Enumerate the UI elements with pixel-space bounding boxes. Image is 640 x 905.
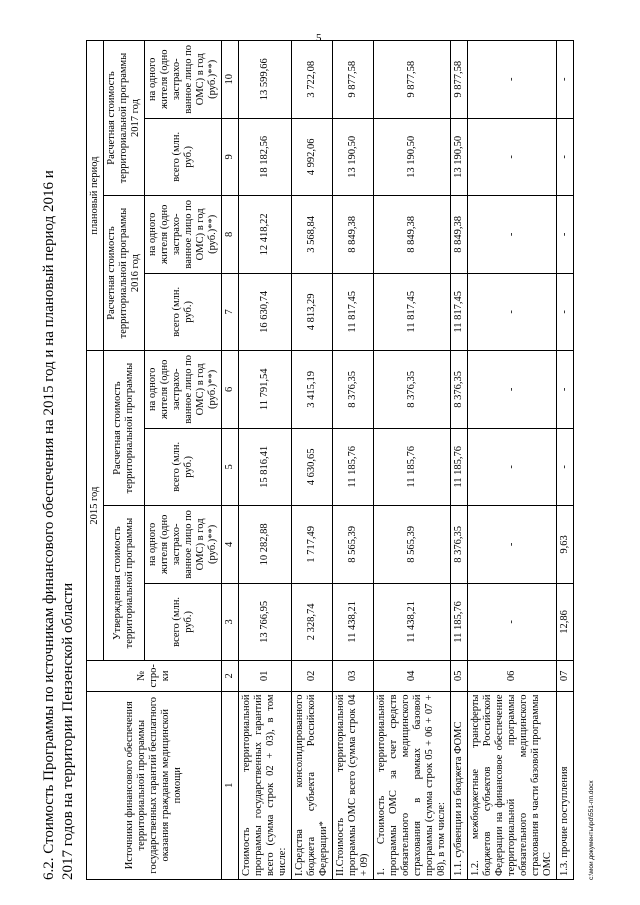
header-row-number: № стро-ки: [87, 661, 222, 691]
header-calc-cost-2016: Расчетная стоимость территориальной программы 2016 год: [104, 196, 145, 351]
table-row: [451, 41, 468, 880]
row-value: 3 722,08: [292, 41, 333, 119]
section-heading: [40, 40, 78, 880]
row-code: 06: [468, 661, 557, 691]
row-value: 8 565,39: [333, 506, 374, 584]
column-index: 1: [222, 691, 239, 879]
row-value: 8 376,35: [333, 351, 374, 429]
row-value: -: [557, 118, 574, 196]
page-number: 5: [316, 32, 322, 44]
table-row: [333, 41, 374, 880]
row-value: 11 817,45: [374, 273, 451, 351]
row-value: 13 766,95: [239, 583, 292, 661]
row-source-name: 1.2. межбюджетные трансферты бюджетов субъектов Российской Федерации на финансовое обеспечение территориальной программы обязательного медицинского страхования в части базовой программы ОМС: [468, 691, 557, 879]
row-value: -: [468, 196, 557, 274]
table-row: [468, 41, 557, 880]
header-per-resident: на одного жителя (одно застрахо-ванное лицо по ОМС) в год (руб.)**): [145, 41, 222, 119]
row-value: 13 599,66: [239, 41, 292, 119]
row-value: 18 182,56: [239, 118, 292, 196]
row-value: -: [468, 351, 557, 429]
row-value: 9,63: [557, 506, 574, 584]
row-value: -: [468, 583, 557, 661]
row-value: -: [557, 428, 574, 506]
row-value: 9 877,58: [374, 41, 451, 119]
row-value: 4 630,65: [292, 428, 333, 506]
row-value: 8 565,39: [374, 506, 451, 584]
table-row: [374, 41, 451, 880]
row-value: -: [557, 351, 574, 429]
row-value: 3 415,19: [292, 351, 333, 429]
heading-line-2: 2017 годов на территории Пензенской области: [60, 582, 76, 880]
row-value: 4 813,29: [292, 273, 333, 351]
row-value: -: [468, 273, 557, 351]
row-value: 8 849,38: [374, 196, 451, 274]
row-value: 11 185,76: [333, 428, 374, 506]
row-value: 16 630,74: [239, 273, 292, 351]
row-value: -: [468, 506, 557, 584]
header-per-resident: на одного жителя (одно застрахо-ванное лицо по ОМС) в год (руб.)**): [145, 506, 222, 584]
row-value: 8 849,38: [451, 196, 468, 274]
header-year-2015: 2015 год: [87, 351, 104, 661]
row-source-name: 1.1. субвенции из бюджета ФОМС: [451, 691, 468, 879]
column-index-row: [222, 41, 239, 880]
row-value: -: [557, 273, 574, 351]
rotated-page-content: [40, 40, 600, 880]
column-index: 4: [222, 506, 239, 584]
row-value: 11 817,45: [451, 273, 468, 351]
row-value: 9 877,58: [451, 41, 468, 119]
row-value: 12 418,22: [239, 196, 292, 274]
row-value: 4 992,06: [292, 118, 333, 196]
row-value: 9 877,58: [333, 41, 374, 119]
row-source-name: II.Стоимость территориальной программы ОМС всего (сумма строк 04 + 09): [333, 691, 374, 879]
row-value: 8 376,35: [374, 351, 451, 429]
row-value: 11 791,54: [239, 351, 292, 429]
column-index: 10: [222, 41, 239, 119]
row-source-name: I.Средства консолидированного бюджета субъекта Российской Федерации*: [292, 691, 333, 879]
column-index: 5: [222, 428, 239, 506]
row-value: 11 438,21: [333, 583, 374, 661]
header-per-resident: на одного жителя (одно застрахо-ванное лицо по ОМС) в год (руб.)**): [145, 196, 222, 274]
file-path-footer: c:\мои документы\pd\551-пп.docx: [588, 780, 595, 880]
row-value: 1 717,49: [292, 506, 333, 584]
row-value: 11 185,76: [451, 583, 468, 661]
row-value: 8 849,38: [333, 196, 374, 274]
row-value: -: [468, 41, 557, 119]
column-index: 9: [222, 118, 239, 196]
header-total: всего (млн. руб.): [145, 428, 222, 506]
column-index: 6: [222, 351, 239, 429]
header-calc-cost: Расчетная стоимость территориальной программы: [104, 351, 145, 506]
cost-table: [86, 40, 574, 880]
row-value: -: [557, 196, 574, 274]
heading-line-1: 6.2. Стоимость Программы по источникам финансового обеспечения на 2015 год и на плановый период 2016 и: [41, 170, 57, 880]
row-source-name: Стоимость территориальной программы государственных гарантий всего (сумма строк 02 + 03), в том числе:: [239, 691, 292, 879]
column-index: 8: [222, 196, 239, 274]
table-row: [557, 41, 574, 880]
row-value: 2 328,74: [292, 583, 333, 661]
row-value: -: [468, 428, 557, 506]
table-row: [292, 41, 333, 880]
column-index: 7: [222, 273, 239, 351]
header-calc-cost-2017: Расчетная стоимость территориальной программы 2017 год: [104, 41, 145, 196]
row-code: 01: [239, 661, 292, 691]
row-value: 11 185,76: [374, 428, 451, 506]
column-index: 3: [222, 583, 239, 661]
header-total: всего (млн. руб.): [145, 273, 222, 351]
row-value: 11 817,45: [333, 273, 374, 351]
row-value: 15 816,41: [239, 428, 292, 506]
table-row: [239, 41, 292, 880]
header-source: Источники финансового обеспечения территориальной программы государственных гарантий бесплатного оказания гражданам медицинской помощи: [87, 691, 222, 879]
row-code: 07: [557, 661, 574, 691]
row-code: 03: [333, 661, 374, 691]
row-value: 8 376,35: [451, 351, 468, 429]
row-value: 12,86: [557, 583, 574, 661]
row-value: 3 568,84: [292, 196, 333, 274]
header-total: всего (млн. руб.): [145, 583, 222, 661]
row-value: 10 282,88: [239, 506, 292, 584]
row-value: -: [468, 118, 557, 196]
row-source-name: 1.3. прочие поступления: [557, 691, 574, 879]
row-value: 8 376,35: [451, 506, 468, 584]
row-source-name: 1. Стоимость территориальной программы ОМС за счет средств обязательного медицинского страхования в рамках базовой программы (сумма строк 05 + 06 + 07 + 08), в том числе:: [374, 691, 451, 879]
row-code: 02: [292, 661, 333, 691]
row-value: 11 185,76: [451, 428, 468, 506]
row-value: 13 190,50: [374, 118, 451, 196]
row-code: 05: [451, 661, 468, 691]
header-approved-cost: Утвержденная стоимость территориальной программы: [104, 506, 145, 661]
header-planned-period: плановый период: [87, 41, 104, 351]
row-value: 13 190,50: [451, 118, 468, 196]
row-value: 13 190,50: [333, 118, 374, 196]
header-total: всего (млн. руб.): [145, 118, 222, 196]
row-code: 04: [374, 661, 451, 691]
row-value: -: [557, 41, 574, 119]
row-value: 11 438,21: [374, 583, 451, 661]
header-per-resident: на одного жителя (одно застрахо-ванное лицо по ОМС) в год (руб.)**): [145, 351, 222, 429]
column-index: 2: [222, 661, 239, 691]
